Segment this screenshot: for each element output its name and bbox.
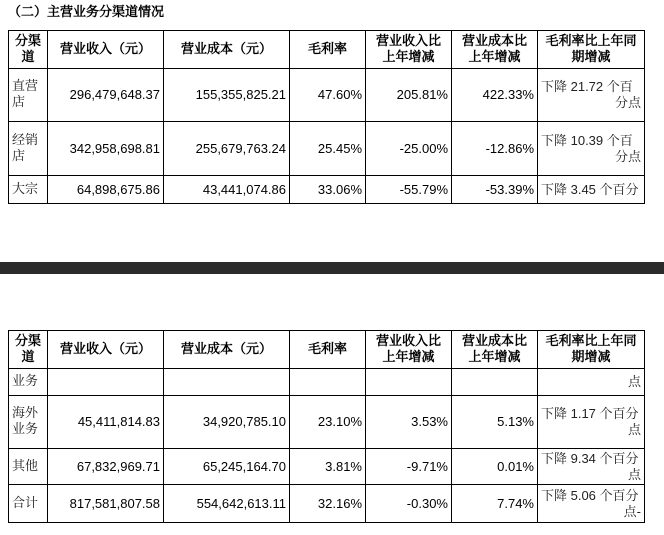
table-row-direct-stores [9,69,645,122]
row-channel-name: 直营 店 [9,69,48,122]
header-revenue-change: 营业收入比 上年增减 [366,31,452,69]
row-cost: 43,441,074.86 [164,176,290,204]
row-channel-name: 其他 [9,449,48,485]
row-cost-change: 422.33% [452,69,538,122]
row-revenue-change: 3.53% [366,396,452,449]
row-margin-change: 下降 21.72 个百 分点 [538,69,645,122]
row-revenue-change: -25.00% [366,122,452,176]
header-margin: 毛利率 [290,331,366,369]
table-row-overseas [9,396,645,449]
row-cost: 155,355,825.21 [164,69,290,122]
channel-table-part1 [8,30,645,204]
header-channel: 分渠 道 [9,31,48,69]
row-cost: 65,245,164.70 [164,449,290,485]
header-revenue: 营业收入（元） [48,331,164,369]
row-margin-change: 下降 9.34 个百分 点 [538,449,645,485]
row-cost-change: 5.13% [452,396,538,449]
table-row-distributor-stores [9,122,645,176]
header-margin-change: 毛利率比上年同 期增减 [538,31,645,69]
row-revenue: 342,958,698.81 [48,122,164,176]
header-revenue: 营业收入（元） [48,31,164,69]
channel-table-part2 [8,330,645,523]
row-revenue-change: -9.71% [366,449,452,485]
row-revenue: 296,479,648.37 [48,69,164,122]
table-row-bulk [9,176,645,204]
row-revenue: 817,581,807.58 [48,485,164,523]
row-margin: 32.16% [290,485,366,523]
row-margin [290,369,366,396]
row-revenue [48,369,164,396]
row-cost [164,369,290,396]
header-revenue-change: 营业收入比 上年增减 [366,331,452,369]
header-margin-change: 毛利率比上年同 期增减 [538,331,645,369]
row-margin-change: 下降 1.17 个百分 点 [538,396,645,449]
row-revenue-change: 205.81% [366,69,452,122]
row-margin-change: 下降 3.45 个百分 [538,176,645,204]
row-margin-change: 点 [538,369,645,396]
header-margin: 毛利率 [290,31,366,69]
header-cost-change: 营业成本比 上年增减 [452,331,538,369]
row-cost-change: 7.74% [452,485,538,523]
row-revenue: 45,411,814.83 [48,396,164,449]
row-cost-change: 0.01% [452,449,538,485]
row-channel-name: 大宗 [9,176,48,204]
row-channel-name: 合计 [9,485,48,523]
row-cost-change: -53.39% [452,176,538,204]
row-revenue-change: -0.30% [366,485,452,523]
section-title: （二）主营业务分渠道情况 [8,5,165,20]
row-margin: 23.10% [290,396,366,449]
row-cost-change [452,369,538,396]
header-cost: 营业成本（元） [164,331,290,369]
table-header-row [9,331,645,369]
row-margin: 47.60% [290,69,366,122]
row-channel-name: 经销 店 [9,122,48,176]
header-cost: 营业成本（元） [164,31,290,69]
table-header-row [9,31,645,69]
row-revenue-change: -55.79% [366,176,452,204]
row-revenue: 64,898,675.86 [48,176,164,204]
table-row-bulk-continued [9,369,645,396]
header-cost-change: 营业成本比 上年增减 [452,31,538,69]
row-revenue-change [366,369,452,396]
row-cost: 255,679,763.24 [164,122,290,176]
row-channel-name: 海外 业务 [9,396,48,449]
row-margin-change: 下降 5.06 个百分 点- [538,485,645,523]
row-margin-change: 下降 10.39 个百 分点 [538,122,645,176]
table-row-total [9,485,645,523]
row-cost: 554,642,613.11 [164,485,290,523]
row-margin: 33.06% [290,176,366,204]
table-row-other [9,449,645,485]
page-break-divider [0,262,664,274]
row-margin: 25.45% [290,122,366,176]
row-cost: 34,920,785.10 [164,396,290,449]
header-channel: 分渠 道 [9,331,48,369]
row-channel-name: 业务 [9,369,48,396]
row-margin: 3.81% [290,449,366,485]
row-revenue: 67,832,969.71 [48,449,164,485]
row-cost-change: -12.86% [452,122,538,176]
